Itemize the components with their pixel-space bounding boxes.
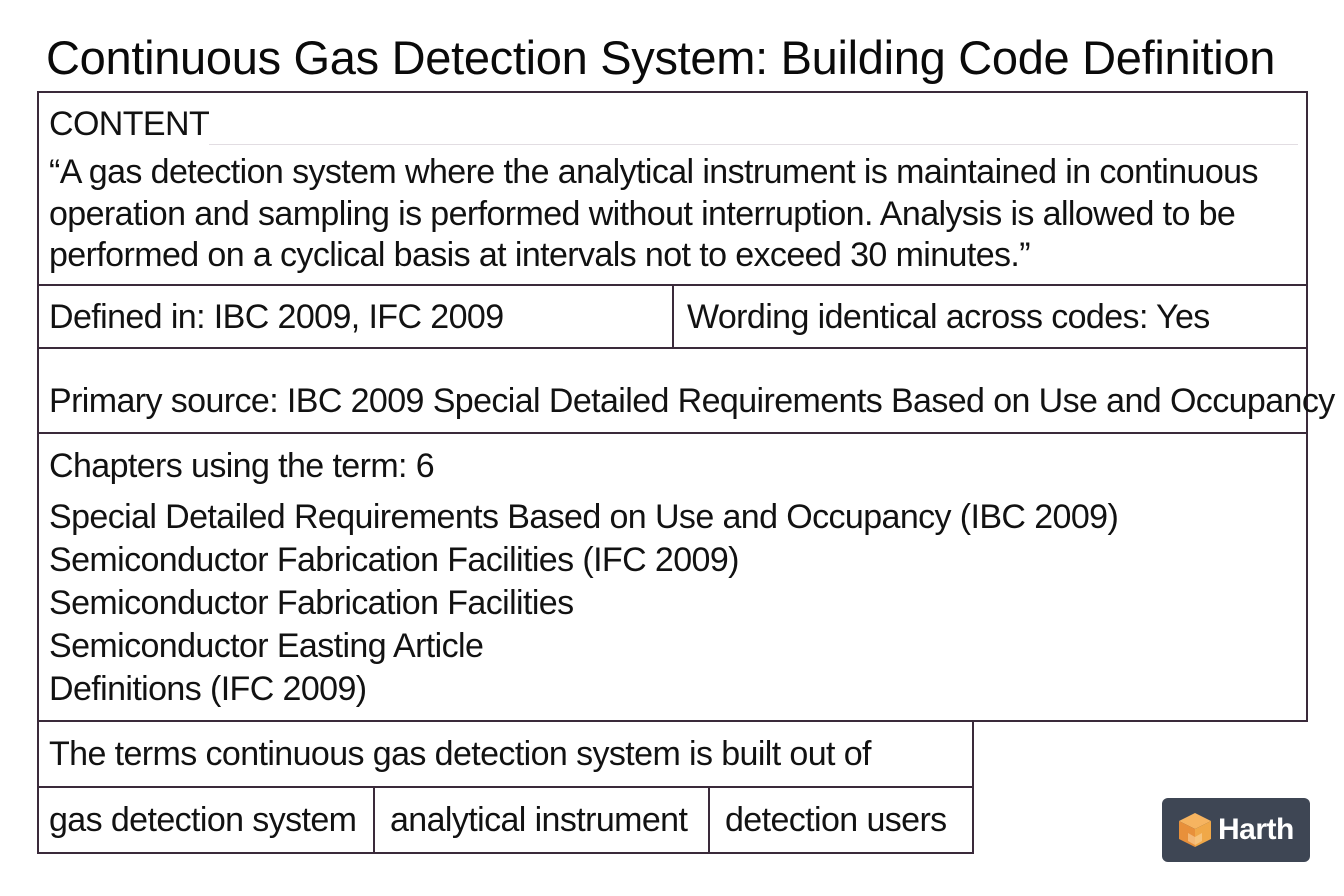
term-cell [708,786,974,854]
term-cell [37,786,375,854]
harth-badge [1162,798,1310,862]
content-divider [209,144,1298,145]
term-text: detection users [725,801,947,839]
content-label: CONTENT [49,105,210,143]
defined-in-cell [37,284,674,349]
built-from-cell [37,720,974,788]
chapters-heading: Chapters using the term: 6 [49,447,435,485]
wording-identical-text: Wording identical across codes: Yes [687,298,1210,336]
chapters-cell [37,432,1308,722]
wording-identical-cell [672,284,1308,349]
cube-logo-icon [1176,811,1214,849]
chapter-item: Semiconductor Easting Article [49,627,484,665]
defined-in-text: Defined in: IBC 2009, IFC 2009 [49,298,504,336]
definition-quote: “A gas detection system where the analytical instrument is maintained in continuous operation and sampling is performed without interruption. Analysis is allowed to be performed on a cyclical basis at intervals not to exceed 30 minutes.” [49,153,1258,274]
badge-text: Harth [1218,813,1294,846]
chapter-item: Semiconductor Fabrication Facilities (IFC 2009) [49,541,739,579]
content-cell [37,91,1308,286]
term-cell [373,786,710,854]
chapter-item: Semiconductor Fabrication Facilities [49,584,574,622]
primary-source-cell [37,347,1335,434]
primary-source-text: Primary source: IBC 2009 Special Detailed Requirements Based on Use and Occupancy [49,382,1335,420]
chapter-item: Special Detailed Requirements Based on Use and Occupancy (IBC 2009) [49,498,1119,536]
term-text: gas detection system [49,801,357,839]
chapter-item: Definitions (IFC 2009) [49,670,367,708]
built-from-heading: The terms continuous gas detection system is built out of [49,735,871,773]
term-text: analytical instrument [390,801,688,839]
page-title: Continuous Gas Detection System: Building Code Definition [46,31,1276,84]
